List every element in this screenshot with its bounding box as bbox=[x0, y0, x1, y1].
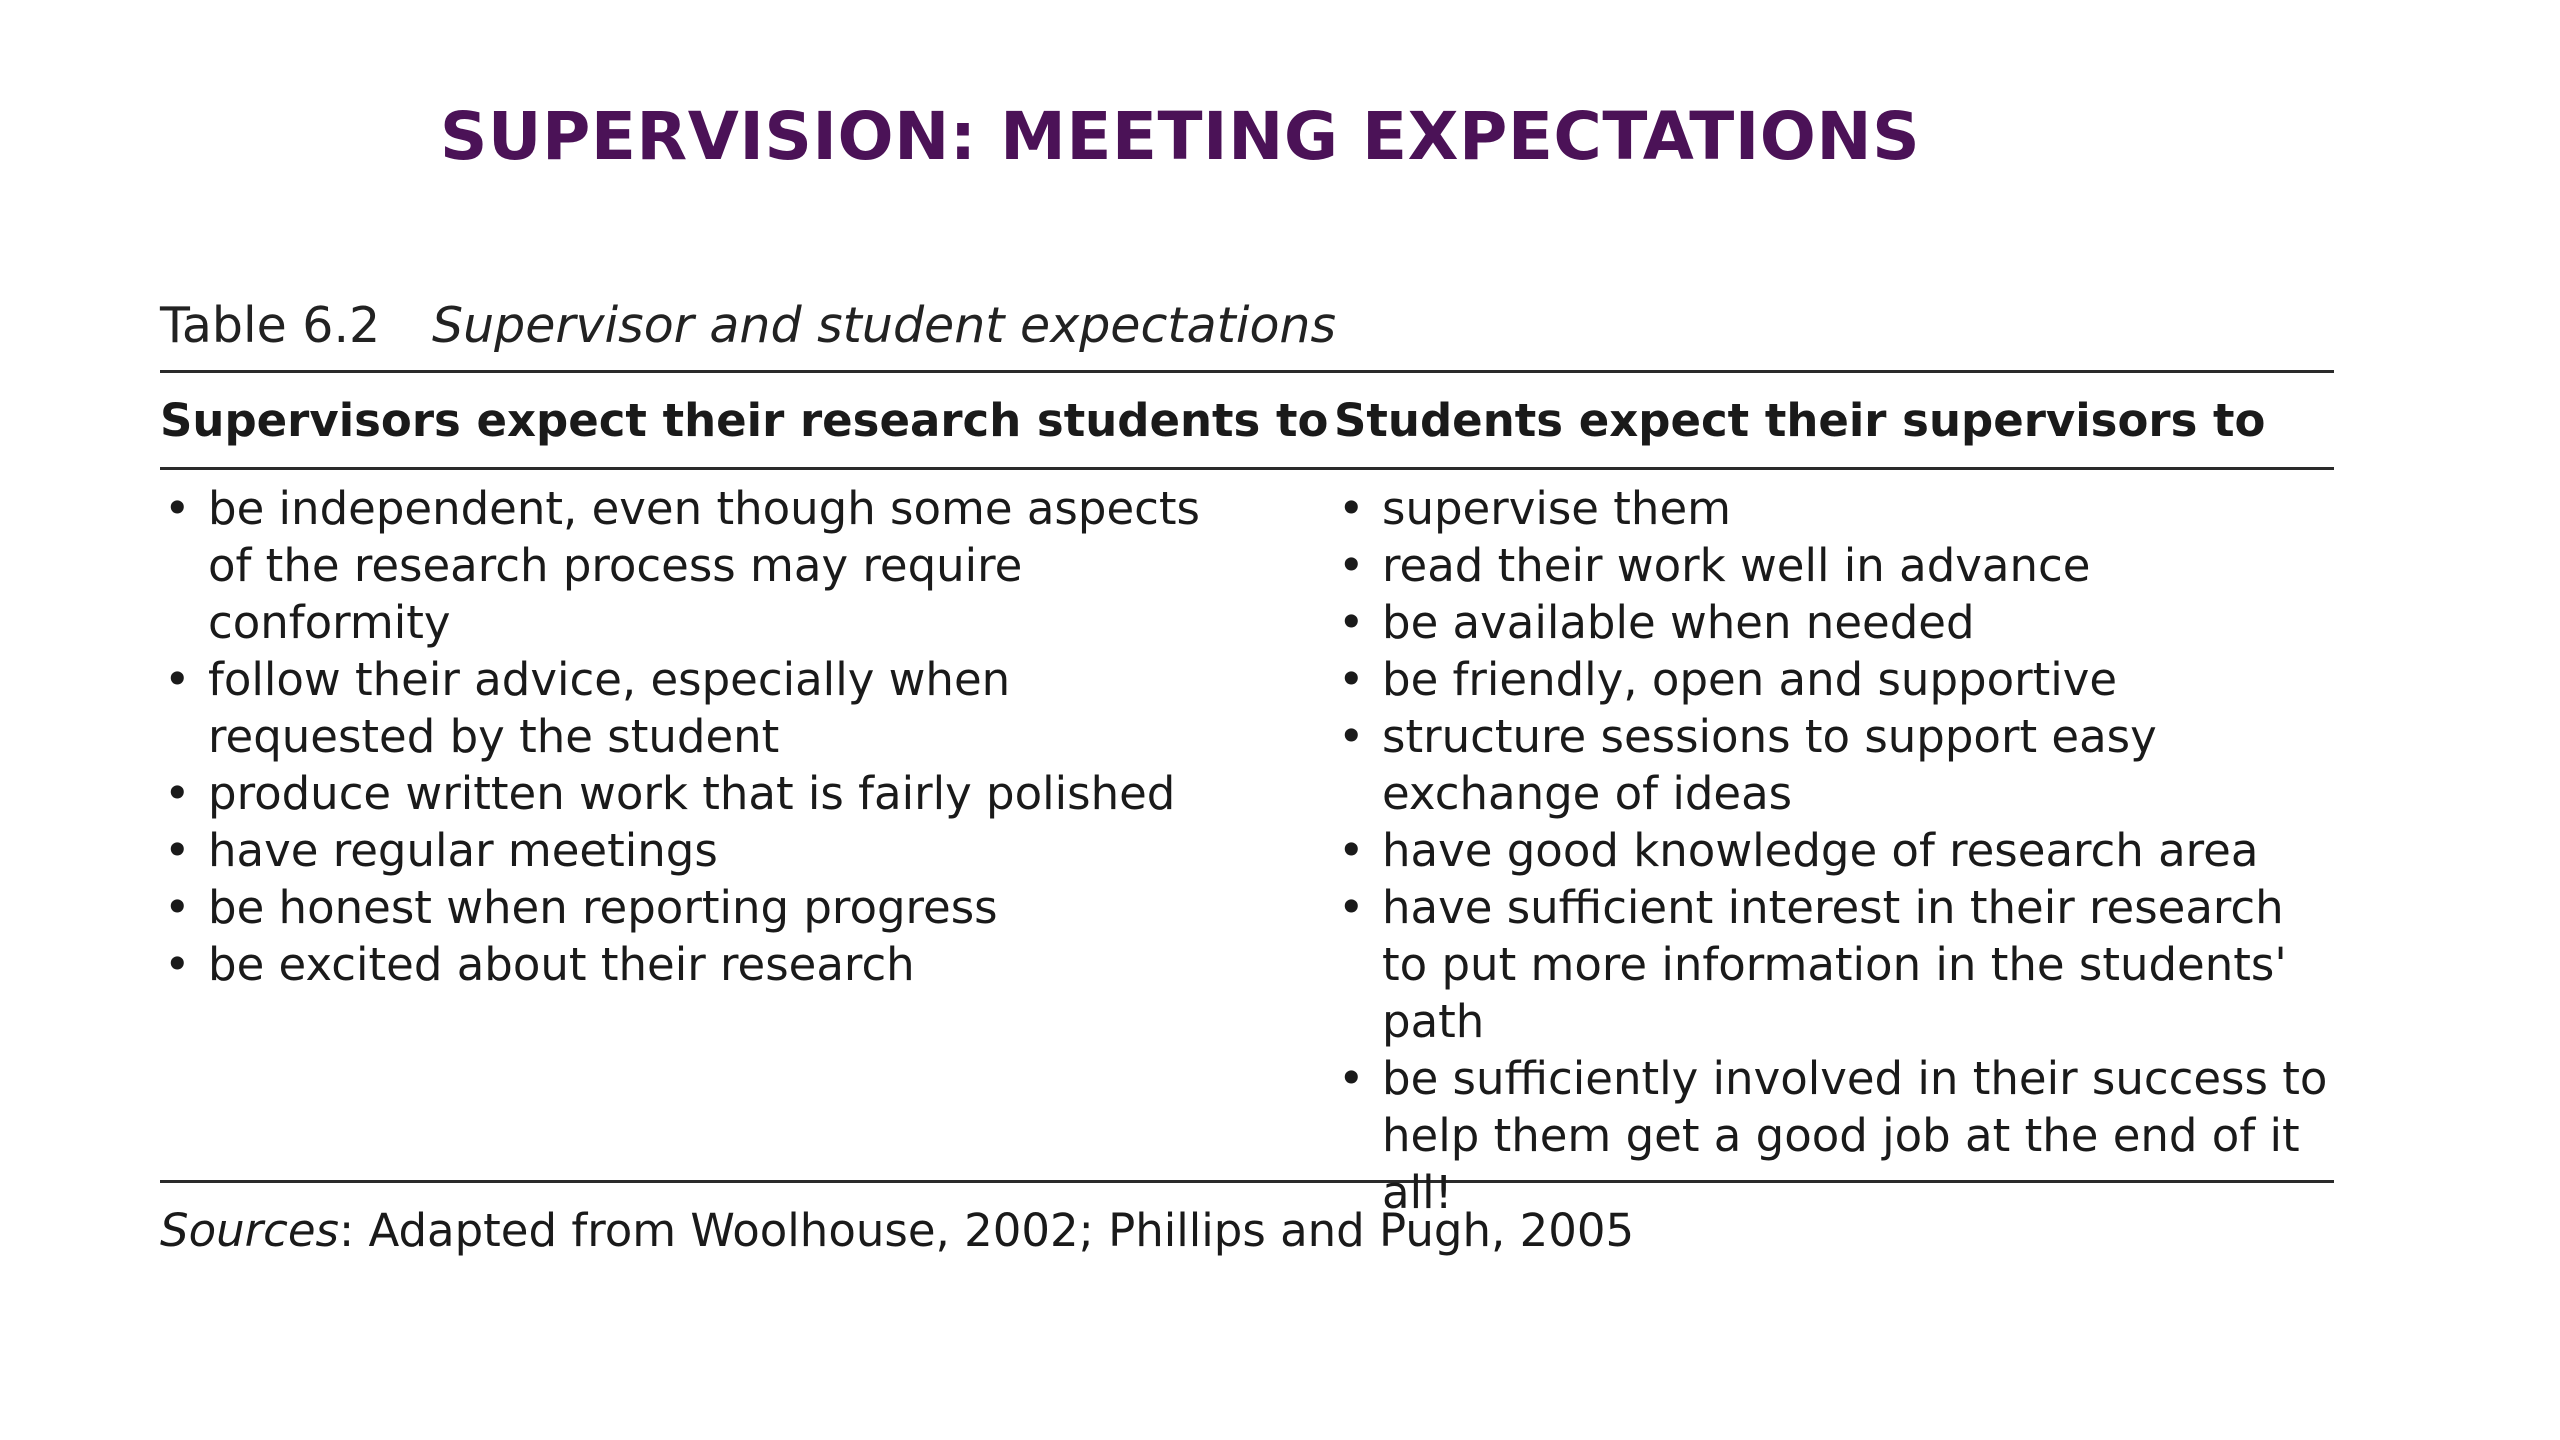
list-item-text: be available when needed bbox=[1382, 596, 1975, 649]
students-column-header: Students expect their supervisors to bbox=[1334, 393, 2266, 447]
students-expectations-list bbox=[1334, 480, 2334, 1221]
list-item-text: produce written work that is fairly polished bbox=[208, 767, 1176, 820]
source-text: : Adapted from Woolhouse, 2002; Phillips and Pugh, 2005 bbox=[339, 1204, 1635, 1257]
bullet-point: • bbox=[1338, 482, 1365, 535]
student-expectation-item bbox=[1334, 651, 2342, 708]
student-expectation-item bbox=[1334, 537, 2342, 594]
student-expectation-item bbox=[1334, 1050, 2342, 1221]
list-item-text: structure sessions to support easy exchange of ideas bbox=[1382, 710, 2157, 820]
slide-title: SUPERVISION: MEETING EXPECTATIONS bbox=[439, 98, 1921, 175]
bullet-point: • bbox=[164, 767, 191, 820]
supervisor-expectation-item bbox=[160, 651, 1218, 765]
bullet-point: • bbox=[1338, 539, 1365, 592]
student-expectation-item bbox=[1334, 480, 2342, 537]
student-expectation-item bbox=[1334, 708, 2342, 822]
list-item-text: be friendly, open and supportive bbox=[1382, 653, 2118, 706]
list-item-text: be excited about their research bbox=[208, 938, 915, 991]
supervisors-expectations-column bbox=[160, 480, 1334, 1180]
supervisor-expectation-item bbox=[160, 765, 1218, 822]
bullet-point: • bbox=[164, 482, 191, 535]
list-item-text: supervise them bbox=[1382, 482, 1731, 535]
student-expectation-item bbox=[1334, 822, 2342, 879]
list-item-text: follow their advice, especially when requested by the student bbox=[208, 653, 1011, 763]
bullet-point: • bbox=[1338, 653, 1365, 706]
student-expectation-item bbox=[1334, 594, 2342, 651]
bullet-point: • bbox=[164, 938, 191, 991]
bullet-point: • bbox=[1338, 824, 1365, 877]
supervisors-expectations-list bbox=[160, 480, 1334, 993]
list-item-text: be sufficiently involved in their success to help them get a good job at the end of it all! bbox=[1382, 1052, 2328, 1219]
supervisor-expectation-item bbox=[160, 480, 1218, 651]
expectations-table bbox=[160, 282, 2334, 1267]
table-number: Table 6.2 bbox=[160, 297, 381, 354]
list-item-text: be independent, even though some aspects of the research process may require conformity bbox=[208, 482, 1200, 649]
bullet-point: • bbox=[1338, 596, 1365, 649]
table-body-row bbox=[160, 470, 2334, 1219]
table-subject: Supervisor and student expectations bbox=[432, 297, 1337, 354]
supervisor-expectation-item bbox=[160, 936, 1218, 993]
list-item-text: read their work well in advance bbox=[1382, 539, 2091, 592]
bullet-point: • bbox=[164, 881, 191, 934]
supervisor-expectation-item bbox=[160, 879, 1218, 936]
students-expectations-column bbox=[1334, 480, 2334, 1219]
list-item-text: have good knowledge of research area bbox=[1382, 824, 2259, 877]
bullet-point: • bbox=[164, 824, 191, 877]
list-item-text: have sufficient interest in their research to put more information in the students' path bbox=[1382, 881, 2287, 1048]
bullet-point: • bbox=[1338, 881, 1365, 934]
bullet-point: • bbox=[1338, 710, 1365, 763]
list-item-text: be honest when reporting progress bbox=[208, 881, 998, 934]
table-header-row bbox=[160, 373, 2334, 467]
student-expectation-item bbox=[1334, 879, 2342, 1050]
source-label: Sources bbox=[160, 1204, 339, 1257]
list-item-text: have regular meetings bbox=[208, 824, 718, 877]
supervisors-column-header: Supervisors expect their research students to bbox=[160, 393, 1329, 447]
supervisor-expectation-item bbox=[160, 822, 1218, 879]
table-caption bbox=[160, 282, 2334, 370]
bullet-point: • bbox=[164, 653, 191, 706]
bullet-point: • bbox=[1338, 1052, 1365, 1105]
